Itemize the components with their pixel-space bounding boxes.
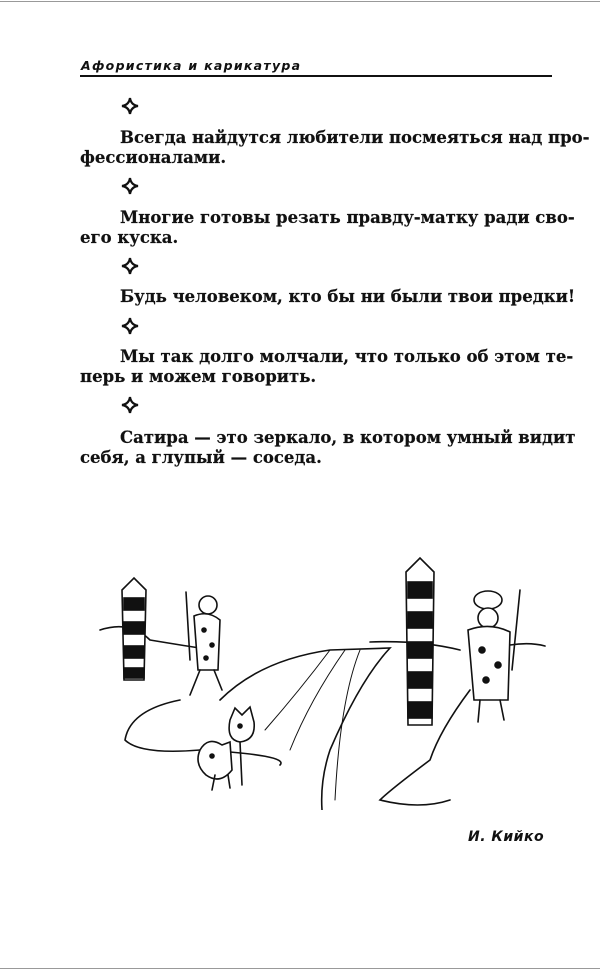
diamond-ornament-icon [121, 396, 139, 414]
left-soldier [186, 592, 222, 695]
aphorism-1 [80, 128, 590, 168]
page-top-edge [0, 1, 600, 2]
diamond-ornament-icon [121, 317, 139, 335]
aphorism-2 [80, 208, 575, 248]
diamond-ornament-icon [121, 257, 139, 275]
aphorism-line: Сатира — это зеркало, в котором умный видит [120, 428, 576, 447]
diamond-ornament-icon [121, 97, 139, 115]
header-rule [80, 75, 552, 77]
aphorism-line: себя, а глупый — соседа. [80, 448, 322, 467]
left-border-post [122, 578, 146, 680]
dogs [198, 707, 254, 790]
diamond-ornament-icon [121, 177, 139, 195]
aphorism-3 [80, 287, 576, 307]
aphorism-4 [80, 347, 574, 387]
running-head: Афористика и карикатура [81, 58, 302, 73]
right-soldier [468, 590, 520, 722]
aphorism-5 [80, 428, 576, 468]
border-cartoon-illustration [90, 550, 550, 810]
aphorism-line: Мы так долго молчали, что только об этом те- [120, 347, 574, 366]
aphorism-line: Всегда найдутся любители посмеяться над про- [120, 128, 590, 147]
right-border-post [406, 558, 434, 725]
aphorism-line: Многие готовы резать правду-матку ради сво- [120, 208, 575, 227]
aphorism-line: фессионалами. [80, 148, 227, 167]
aphorism-line: его куска. [80, 228, 179, 247]
cartoonist-signature: И. Кийко [468, 829, 545, 845]
aphorism-line: Будь человеком, кто бы ни были твои предки! [120, 287, 576, 306]
aphorism-line: перь и можем говорить. [80, 367, 317, 386]
page-bottom-edge [0, 968, 600, 969]
